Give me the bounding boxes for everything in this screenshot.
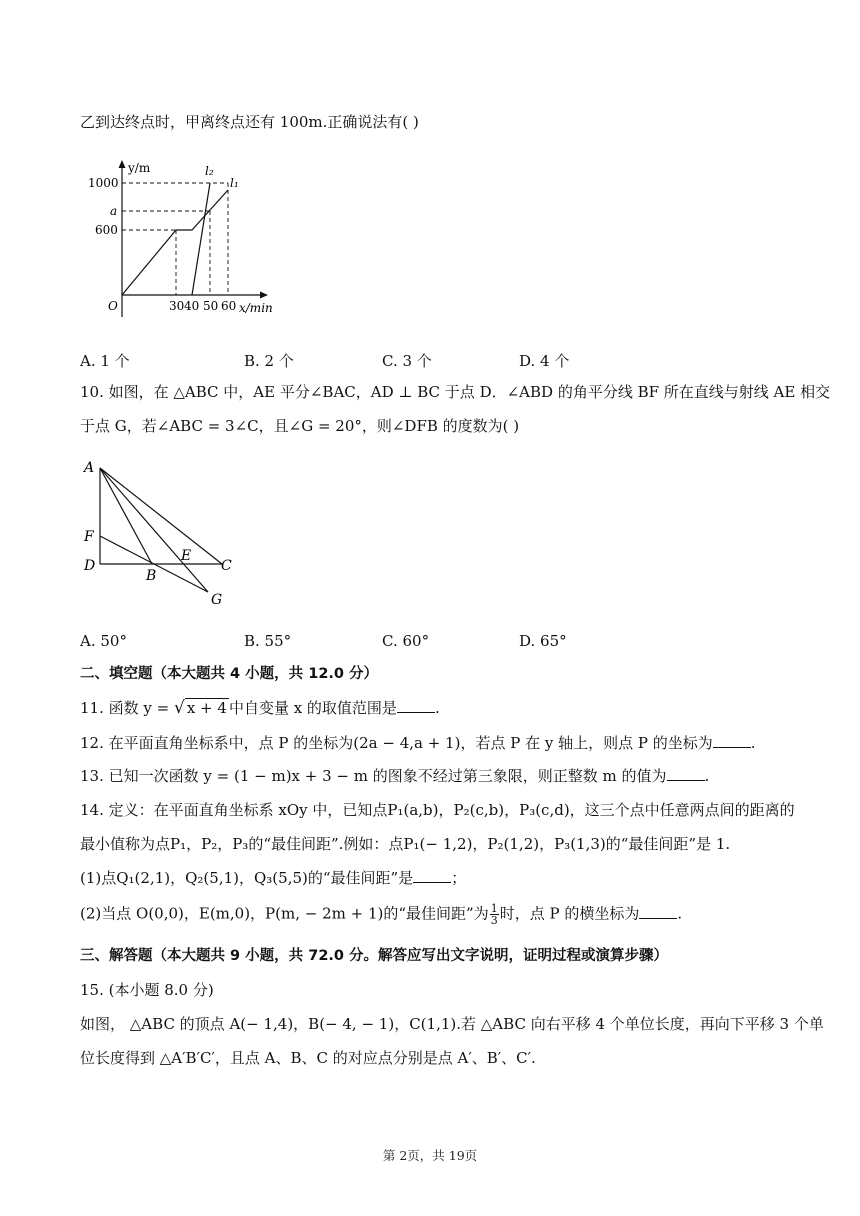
point-label-a: A (84, 460, 95, 476)
point-label-d: D (84, 558, 96, 574)
q9-tail-text: 乙到达终点时，甲离终点还有 100m.正确说法有( ) (80, 113, 419, 131)
q12-answer-blank[interactable] (713, 733, 751, 748)
origin-label: O (108, 299, 118, 313)
page-footer: 第 2页，共 19页 (382, 1148, 478, 1163)
point-label-f: F (84, 529, 94, 545)
q13-text: 13. 已知一次函数 y = (1 − m)x + 3 − m 的图象不经过第三象限，则正整数 m 的值为 . (80, 767, 710, 785)
q9-option-c[interactable]: C. 3 个 (382, 352, 432, 370)
q14-part2-post: 时，点 P 的横坐标为 (499, 904, 640, 923)
q11-post: 中自变量 x 的取值范围是 (228, 699, 397, 717)
q14-part1-answer-blank[interactable] (413, 868, 451, 883)
q14-text-line1: 14. 定义：在平面直角坐标系 xOy 中，已知点P₁(a,b)，P₂(c,b)，P₃(c,d)，这三个点中任意两点间的距离的 (80, 801, 795, 819)
q11-pre: 11. 函数 y = (80, 699, 174, 717)
q9-option-b[interactable]: B. 2 个 (244, 352, 294, 370)
q10-option-b[interactable]: B. 55° (244, 632, 292, 650)
y-tick-1000: 1000 (88, 176, 119, 190)
point-label-g: G (211, 592, 223, 608)
x-tick-40: 40 (184, 299, 200, 313)
q14-part1-body: (1)点Q₁(2,1)，Q₂(5,1)，Q₃(5,5)的“最佳间距”是 (80, 869, 414, 887)
x-tick-50: 50 (203, 299, 219, 313)
q10-option-d[interactable]: D. 65° (519, 632, 567, 650)
q14-frac-numerator: 1 (490, 902, 498, 915)
section-3-heading: 三、解答题（本大题共 9 小题，共 72.0 分。解答应写出文字说明，证明过程或演算步骤） (80, 948, 669, 964)
section-2-heading: 二、填空题（本大题共 4 小题，共 12.0 分） (80, 666, 379, 682)
q10-option-a[interactable]: A. 50° (80, 632, 127, 650)
q14-fraction (490, 903, 499, 926)
q15-text-line1: 如图， △ABC 的顶点 A(− 1,4)，B(− 4, − 1)，C(1,1).若 △ABC 向右平移 4 个单位长度，再向下平移 3 个单 (80, 1015, 824, 1033)
x-tick-60: 60 (221, 299, 237, 313)
q11-text: 11. 函数 y = √ x + 4 中自变量 x 的取值范围是 . (80, 698, 440, 718)
line-label-l2: l₂ (205, 164, 214, 178)
q13-body: 13. 已知一次函数 y = (1 − m)x + 3 − m 的图象不经过第三象限，则正整数 m 的值为 (80, 767, 667, 785)
q9-distance-time-graph (84, 155, 294, 325)
q11-sqrt: √ x + 4 (173, 698, 227, 718)
q10-text-line2: 于点 G，若∠ABC = 3∠C，且∠G = 20°，则∠DFB 的度数为( ) (80, 417, 520, 435)
q10-option-c[interactable]: C. 60° (382, 632, 430, 650)
q12-text: 12. 在平面直角坐标系中，点 P 的坐标为(2a − 4,a + 1)，若点 P 在 y 轴上，则点 P 的坐标为 . (80, 734, 756, 752)
q12-body: 12. 在平面直角坐标系中，点 P 的坐标为(2a − 4,a + 1)，若点 P 在 y 轴上，则点 P 的坐标为 (80, 734, 713, 752)
y-axis-label: y/m (128, 161, 151, 175)
q11-radicand: x + 4 (186, 699, 227, 717)
q14-part1-end: ； (451, 869, 467, 887)
q14-part2-pre: (2)当点 O(0,0)，E(m,0)，P(m, − 2m + 1)的“最佳间距”为 (80, 904, 489, 923)
q15-title: 15. (本小题 8.0 分) (80, 981, 214, 999)
point-label-b: B (146, 568, 157, 584)
q14-part2-answer-blank[interactable] (639, 904, 677, 919)
q11-answer-blank[interactable] (397, 698, 435, 713)
x-tick-30: 30 (169, 299, 185, 313)
y-tick-a: a (110, 204, 118, 218)
q13-answer-blank[interactable] (667, 766, 705, 781)
q14-part2: (2)当点 O(0,0)，E(m,0)，P(m, − 2m + 1)的“最佳间距”为 $\frac{1}{3}$ 时，点 P 的横坐标为 . (80, 902, 683, 927)
x-axis-label: x/min (239, 301, 273, 315)
q14-part1 (80, 868, 466, 888)
point-label-e: E (181, 548, 192, 564)
q10-triangle-figure (78, 452, 248, 612)
q14-text-line2: 最小值称为点P₁，P₂，P₃的“最佳间距”.例如：点P₁(− 1,2)，P₂(1,2)，P₃(1,3)的“最佳间距”是 1. (80, 835, 731, 853)
q10-text-line1: 10. 如图，在 △ABC 中，AE 平分∠BAC，AD ⊥ BC 于点 D．∠ABD 的角平分线 BF 所在直线与射线 AE 相交 (80, 383, 831, 401)
line-label-l1: l₁ (230, 176, 239, 190)
q15-text-line2: 位长度得到 △A′B′C′，且点 A、B、C 的对应点分别是点 A′、B′、C′. (80, 1049, 536, 1067)
q9-option-d[interactable]: D. 4 个 (519, 352, 570, 370)
point-label-c: C (221, 558, 232, 574)
q14-frac-denominator: 3 (490, 914, 498, 927)
q9-option-a[interactable]: A. 1 个 (80, 352, 130, 370)
y-tick-600: 600 (95, 223, 118, 237)
